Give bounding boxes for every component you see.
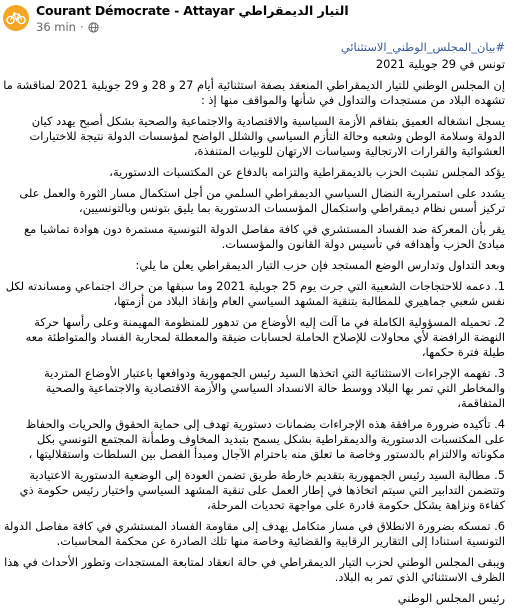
numbered-item: 3. تفهمه الإجراءات الاستثنائية التي اتخذها السيد رئيس الجمهورية ودوافعها باعتبار الأوضاع المتردية والمخاطر التي تمر بها البلاد ووسط حالة الانسداد السياسي والأزمة الاقتصادية والاجتماعية والصحية المتفاقمة، bbox=[44, 366, 505, 410]
numbered-item: 1. دعمه للاحتجاجات الشعبية التي جرت يوم 25 جويلية 2021 وما سبقها من حراك اجتماعي ومساندته لكل نفس شعبي جماهيري للمطالبة بتنقية المشهد السياسي العام وإنقاذ البلاد من أزمتها، bbox=[5, 279, 505, 308]
post-date-line: تونس في 29 جويلية 2021 bbox=[375, 57, 505, 71]
post-meta: 36 min · bbox=[36, 20, 99, 34]
numbered-item: 4. تأكيده ضرورة مرافقة هذه الإجراءات بضمانات دستورية تهدف إلى حماية الحقوق والحريات والحفاظ على المكتسبات الدستورية والديمقراطية بشكل يسمح بتبديد المخاوف وطمأنة المجتمع التونسي بكل مكوناته والالتزام بالدستور وخاصة ما تعلق منه باحترام الآجال ومبدأ الفصل بين السلطات واستقلاليتها ، bbox=[25, 417, 505, 461]
globe-icon[interactable] bbox=[88, 22, 99, 33]
paragraph-point: يؤكد المجلس تشبث الحزب بالديمقراطية والتزامه بالدفاع عن المكتسبات الدستورية، bbox=[109, 165, 505, 179]
signature-line: رئيس المجلس الوطني bbox=[397, 591, 505, 605]
post-body bbox=[3, 40, 505, 612]
numbered-item: 2. تحميله المسؤولية الكاملة في ما آلت إليه الأوضاع من تدهور للمنظومة المهيمنة وعلى رأسها حركة النهضة الرافضة لأي محاولات للإصلاح الحاملة لحسابات ضيقة والمعطلة لمحاربة الفساد والمتواطئة معه طيلة فترة حكمها، bbox=[25, 315, 505, 359]
numbered-item: 6. تمسكه بضرورة الانطلاق في مسار متكامل يهدف إلى مقاومة الفساد المستشري في كافة مفاصل الدولة التونسية استنادا إلى التقارير الرقابية والقضائية وخاصة منها تلك الصادرة عن محكمة المحاسبات. bbox=[3, 519, 505, 548]
page-name-link[interactable]: Courant Démocrate - Attayar التيار الديمقراطي bbox=[36, 3, 349, 18]
numbered-item: 5. مطالبة السيد رئيس الجمهورية بتقديم خارطة طريق تضمن العودة إلى الوضعية الدستورية الاعتيادية وتتضمن التدابير التي سيتم اتخاذها في إطار العمل على تنقية المشهد السياسي واختيار رئيس حكومة ذي كفاءة ونزاهة يشكل حكومة قادرة على مواجهة تحديات المرحلة، bbox=[19, 468, 505, 512]
hashtag-link[interactable]: #بيان_المجلس_الوطني_الاستثنائي bbox=[340, 40, 505, 54]
paragraph-announcement: وبعد التداول وتدارس الوضع المستجد فإن حزب التيار الديمقراطي يعلن ما يلي: bbox=[135, 258, 505, 272]
paragraph-point: يشدد على استمرارية النضال السياسي الديمقراطي السلمي من أجل استكمال مسار الثورة والعمل على تركيز أسس نظام ديمقراطي واستكمال المؤسسات الدستورية بما يليق بتونس وبالتونسيين، bbox=[19, 186, 505, 215]
avatar[interactable] bbox=[3, 5, 29, 31]
bicycle-logo-icon bbox=[6, 11, 26, 25]
post-header bbox=[0, 0, 517, 36]
paragraph-intro: إن المجلس الوطني للتيار الديمقراطي المنعقد بصفة استثنائية أيام 27 و 28 و 29 جويلية 2021 لمناقشة ما تشهده البلاد من مستجدات والتداول في شأنها والمواقف منها إذ : bbox=[3, 78, 505, 107]
post-time[interactable]: 36 min bbox=[36, 20, 76, 34]
paragraph-point: يقر بأن المعركة ضد الفساد المستشري في كافة مفاصل الدولة التونسية مستمرة دون هوادة تماشيا مع مبادئ الحزب وأهدافه في تأسيس دولة القانون والمؤسسات. bbox=[24, 222, 505, 251]
closing-paragraph: ويبقى المجلس الوطني لحزب التيار الديمقراطي في حالة انعقاد لمتابعة المستجدات وتطور الأحداث في هذا الظرف الاستثنائي الذي تمر به البلاد. bbox=[4, 555, 505, 584]
paragraph-point: يسجل انشغاله العميق بتفاقم الأزمة السياسية والاقتصادية والاجتماعية والصحية بشكل أصبح يهدد كيان الدولة وسلامة الوطن وشعبه وحالة التأزم السياسي والشلل الواضح لمؤسسات الدولة نتيجة للاختيارات العشوائية والقرارات الارتجالية وسياسات الارتهان للوبيات المتنفذة، bbox=[29, 114, 505, 158]
